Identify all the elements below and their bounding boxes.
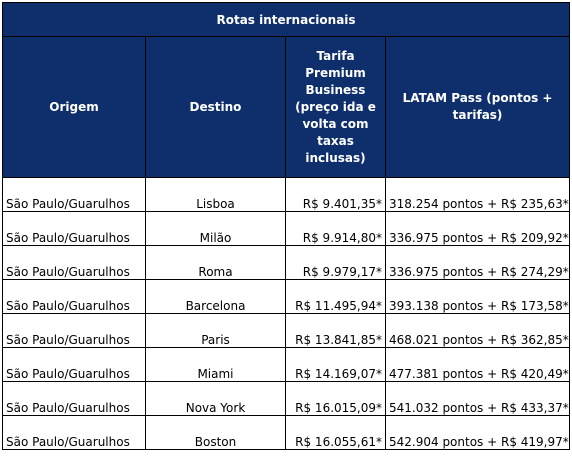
- fare-cell: R$ 9.914,80*: [286, 212, 386, 246]
- table-row: [3, 212, 570, 246]
- fare-cell: R$ 11.495,94*: [286, 280, 386, 314]
- destination-cell: Roma: [146, 246, 286, 280]
- table-row: [3, 178, 570, 212]
- origin-cell: São Paulo/Guarulhos: [3, 314, 146, 348]
- fare-cell: R$ 14.169,07*: [286, 348, 386, 382]
- destination-cell: Boston: [146, 416, 286, 450]
- header-fare: Tarifa Premium Business (preço ida e volta com taxas inclusas): [286, 37, 386, 178]
- latam-pass-cell: 318.254 pontos + R$ 235,63*: [386, 178, 570, 212]
- fare-cell: R$ 13.841,85*: [286, 314, 386, 348]
- fare-cell: R$ 9.979,17*: [286, 246, 386, 280]
- destination-cell: Nova York: [146, 382, 286, 416]
- origin-cell: São Paulo/Guarulhos: [3, 280, 146, 314]
- latam-pass-cell: 468.021 pontos + R$ 362,85*: [386, 314, 570, 348]
- table-row: [3, 314, 570, 348]
- table-title: Rotas internacionais: [3, 3, 570, 37]
- latam-pass-cell: 542.904 pontos + R$ 419,97*: [386, 416, 570, 450]
- table-row: [3, 348, 570, 382]
- latam-pass-cell: 336.975 pontos + R$ 274,29*: [386, 246, 570, 280]
- latam-pass-cell: 541.032 pontos + R$ 433,37*: [386, 382, 570, 416]
- origin-cell: São Paulo/Guarulhos: [3, 416, 146, 450]
- destination-cell: Milão: [146, 212, 286, 246]
- origin-cell: São Paulo/Guarulhos: [3, 246, 146, 280]
- origin-cell: São Paulo/Guarulhos: [3, 212, 146, 246]
- table-row: [3, 246, 570, 280]
- latam-pass-cell: 477.381 pontos + R$ 420,49*: [386, 348, 570, 382]
- fare-cell: R$ 16.055,61*: [286, 416, 386, 450]
- origin-cell: São Paulo/Guarulhos: [3, 348, 146, 382]
- destination-cell: Miami: [146, 348, 286, 382]
- table-row: [3, 280, 570, 314]
- fare-cell: R$ 9.401,35*: [286, 178, 386, 212]
- fare-cell: R$ 16.015,09*: [286, 382, 386, 416]
- header-destination: Destino: [146, 37, 286, 178]
- latam-pass-cell: 336.975 pontos + R$ 209,92*: [386, 212, 570, 246]
- routes-table: [2, 2, 570, 450]
- table-row: [3, 416, 570, 450]
- destination-cell: Paris: [146, 314, 286, 348]
- header-origin: Origem: [3, 37, 146, 178]
- latam-pass-cell: 393.138 pontos + R$ 173,58*: [386, 280, 570, 314]
- table-row: [3, 382, 570, 416]
- header-latam-pass: LATAM Pass (pontos + tarifas): [386, 37, 570, 178]
- origin-cell: São Paulo/Guarulhos: [3, 382, 146, 416]
- destination-cell: Barcelona: [146, 280, 286, 314]
- destination-cell: Lisboa: [146, 178, 286, 212]
- origin-cell: São Paulo/Guarulhos: [3, 178, 146, 212]
